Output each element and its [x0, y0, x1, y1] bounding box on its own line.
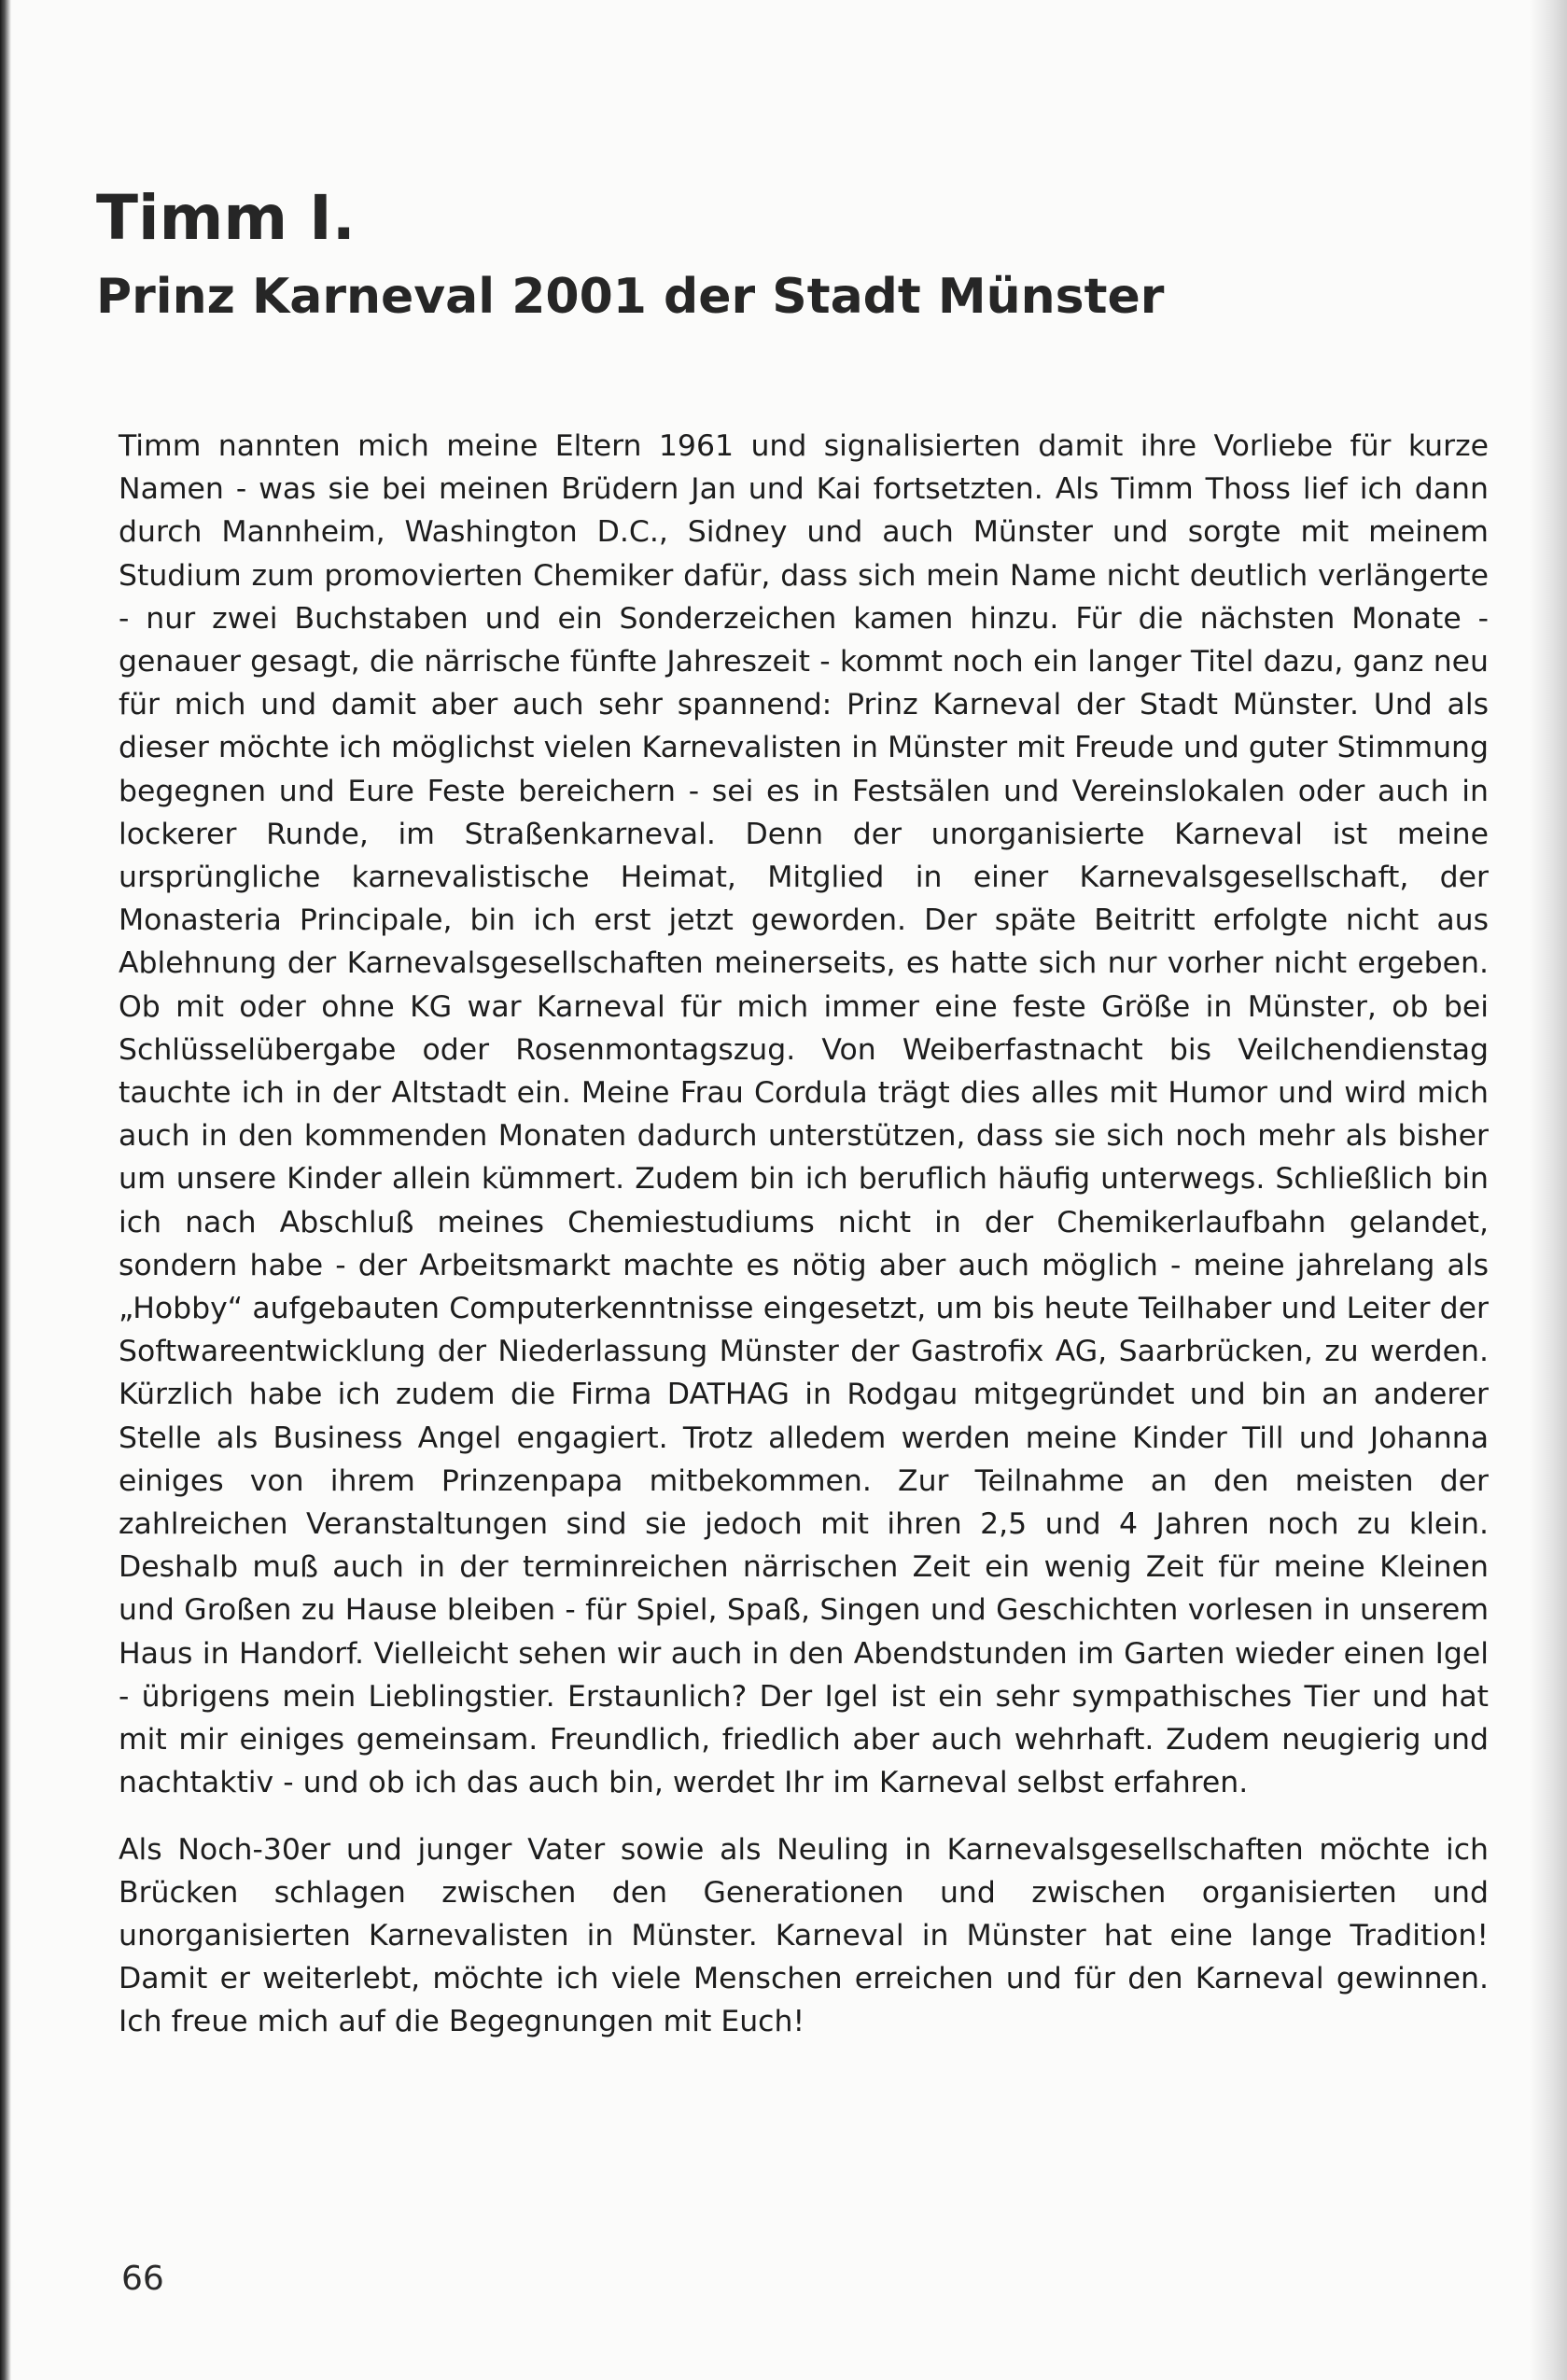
article-body	[119, 425, 1489, 2067]
heading-subtitle: Prinz Karneval 2001 der Stadt Münster	[96, 269, 1165, 325]
page-number: 66	[121, 2260, 164, 2298]
article-heading	[96, 177, 1164, 334]
heading-title: Timm I.	[96, 182, 356, 254]
paragraph-1: Timm nannten mich meine Eltern 1961 und signalisierten damit ihre Vorliebe für kurze Namen - was sie bei meinen Brüdern Jan und Kai fortsetzten. Als Timm Thoss lief ich dann durch Mannheim, Washington D.C., Sidney und auch Münster und sorgte mit meinem Studium zum promovierten Chemiker dafür, dass sich mein Name nicht deutlich verlängerte - nur zwei Buchstaben und ein Sonderzeichen kamen hinzu. Für die nächsten Monate - genauer gesagt, die närrische fünfte Jahreszeit - kommt noch ein langer Titel dazu, ganz neu für mich und damit aber auch sehr spannend: Prinz Karneval der Stadt Münster. Und als dieser möchte ich möglichst vielen Karnevalisten in Münster mit Freude und guter Stimmung begegnen und Eure Feste bereichern - sei es in Festsälen und Vereinslokalen oder auch in lockerer Runde, im Straßenkarneval. Denn der unorganisierte Karneval ist meine ursprüngliche karnevalistische Heimat, Mitglied in einer Karnevalsgesellschaft, der Monasteria Principale, bin ich erst jetzt geworden. Der späte Beitritt erfolgte nicht aus Ablehnung der Karnevalsgesellschaften meinerseits, es hatte sich nur vorher nicht ergeben. Ob mit oder ohne KG war Karneval für mich immer eine feste Größe in Münster, ob bei Schlüsselübergabe oder Rosenmontagszug. Von Weiberfastnacht bis Veilchendienstag tauchte ich in der Altstadt ein. Meine Frau Cordula trägt dies alles mit Humor und wird mich auch in den kommenden Monaten dadurch unterstützen, dass sie sich noch mehr als bisher um unsere Kinder allein kümmert. Zudem bin ich beruflich häufig unterwegs. Schließlich bin ich nach Abschluß meines Chemiestudiums nicht in der Chemikerlaufbahn gelandet, sondern habe - der Arbeitsmarkt machte es nötig aber auch möglich - meine jahrelang als „Hobby“ aufgebauten Computerkenntnisse eingesetzt, um bis heute Teilhaber und Leiter der Softwareentwicklung der Niederlassung Münster der Gastrofix AG, Saarbrücken, zu werden. Kürzlich habe ich zudem die Firma DATHAG in Rodgau mitgegründet und bin an anderer Stelle als Business Angel engagiert. Trotz alledem werden meine Kinder Till und Johanna einiges von ihrem Prinzenpapa mitbekommen. Zur Teilnahme an den meisten der zahlreichen Veranstaltungen sind sie jedoch mit ihren 2,5 und 4 Jahren noch zu klein. Deshalb muß auch in der terminreichen närrischen Zeit ein wenig Zeit für meine Kleinen und Großen zu Hause bleiben - für Spiel, Spaß, Singen und Geschichten vorlesen in unserem Haus in Handorf. Vielleicht sehen wir auch in den Abendstunden im Garten wieder einen Igel - übrigens mein Lieblingstier. Erstaunlich? Der Igel ist ein sehr sympathisches Tier und hat mit mir einiges gemeinsam. Freundlich, friedlich aber auch wehrhaft. Zudem neugierig und nachtaktiv - und ob ich das auch bin, werdet Ihr im Karneval selbst erfahren.	[119, 429, 1489, 1800]
paragraph-2: Als Noch-30er und junger Vater sowie als Neuling in Karnevalsgesellschaften möchte ich Brücken schlagen zwischen den Generationen und zwischen organisierten und unorganisierten Karnevalisten in Münster. Karneval in Münster hat eine lange Tradition! Damit er weiterlebt, möchte ich viele Menschen erreichen und für den Karneval gewinnen. Ich freue mich auf die Begegnungen mit Euch!	[119, 1832, 1489, 2039]
